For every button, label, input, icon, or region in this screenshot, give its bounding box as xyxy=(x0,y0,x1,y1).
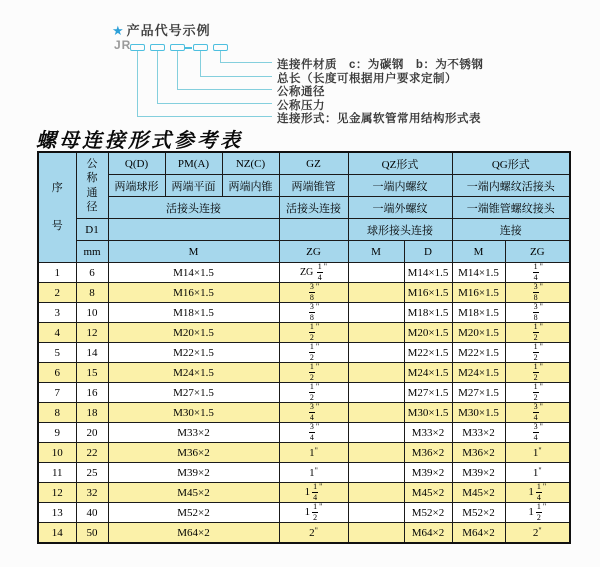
label-nominal-diameter: 公称通径 xyxy=(277,86,325,98)
cell-qg-zg: $\frac{3}{4}$ " xyxy=(505,423,570,443)
cell-qz-d: M45×2 xyxy=(404,483,452,503)
table-row xyxy=(38,283,570,303)
header-qg-taper-thread: 一端锥管螺纹接头 xyxy=(452,197,570,219)
code-slot-box xyxy=(170,44,185,51)
code-slot-box xyxy=(150,44,165,51)
header-unit-m: M xyxy=(108,241,279,263)
header-col-qd: Q(D) xyxy=(108,152,165,175)
cell-qz-d: M36×2 xyxy=(404,443,452,463)
table-row xyxy=(38,343,570,363)
table-row xyxy=(38,463,570,483)
table-row xyxy=(38,403,570,423)
header-nominal-diameter: 公称通径 xyxy=(76,152,108,219)
cell-qz-d: M39×2 xyxy=(404,463,452,483)
cell-qg-zg: 1 $\frac{1}{4}$ " xyxy=(505,483,570,503)
table-row xyxy=(38,423,570,443)
cell-dn: 40 xyxy=(76,503,108,523)
cell-qz-d: M33×2 xyxy=(404,423,452,443)
cell-qg-m: M22×1.5 xyxy=(452,343,505,363)
cell-qz-m xyxy=(348,283,404,303)
cell-seq: 9 xyxy=(38,423,76,443)
cell-m: M20×1.5 xyxy=(108,323,279,343)
cell-seq: 10 xyxy=(38,443,76,463)
cell-seq: 12 xyxy=(38,483,76,503)
cell-gz: $\frac{1}{2}$ " xyxy=(279,383,348,403)
label-connection-form: 连接形式：见金属软管常用结构形式表 xyxy=(277,113,481,125)
table-header xyxy=(38,152,570,263)
cell-gz: $\frac{3}{8}$ " xyxy=(279,303,348,323)
label-total-length: 总长（长度可根据用户要求定制） xyxy=(277,73,457,85)
cell-dn: 18 xyxy=(76,403,108,423)
cell-m: M36×2 xyxy=(108,443,279,463)
cell-qz-m xyxy=(348,443,404,463)
cell-m: M22×1.5 xyxy=(108,343,279,363)
table-body xyxy=(38,263,570,544)
cell-seq: 4 xyxy=(38,323,76,343)
cell-m: M64×2 xyxy=(108,523,279,544)
cell-qz-m xyxy=(348,403,404,423)
header-col-nzc: NZ(C) xyxy=(222,152,279,175)
cell-gz: $\frac{3}{8}$ " xyxy=(279,283,348,303)
label-connector-material: 连接件材质 c：为碳钢 b：为不锈钢 xyxy=(277,59,484,71)
header-col-gz: GZ xyxy=(279,152,348,175)
cell-dn: 25 xyxy=(76,463,108,483)
cell-m: M45×2 xyxy=(108,483,279,503)
cell-qg-m: M27×1.5 xyxy=(452,383,505,403)
cell-dn: 32 xyxy=(76,483,108,503)
cell-qz-d: M22×1.5 xyxy=(404,343,452,363)
cell-gz: $\frac{1}{2}$ " xyxy=(279,343,348,363)
cell-dn: 20 xyxy=(76,423,108,443)
cell-dn: 14 xyxy=(76,343,108,363)
cell-qg-zg: $\frac{1}{4}$ " xyxy=(505,263,570,283)
cell-m: M16×1.5 xyxy=(108,283,279,303)
cell-qz-m xyxy=(348,263,404,283)
cell-qg-m: M33×2 xyxy=(452,423,505,443)
header-qd-desc: 两端球形 xyxy=(108,175,165,197)
header-qg-desc: 一端内螺纹活接头 xyxy=(452,175,570,197)
cell-qg-zg: $\frac{1}{2}$ " xyxy=(505,343,570,363)
cell-m: M39×2 xyxy=(108,463,279,483)
product-code-heading xyxy=(112,20,211,39)
header-mm: mm xyxy=(76,241,108,263)
header-gz-union: 活接头连接 xyxy=(279,197,348,219)
cell-dn: 6 xyxy=(76,263,108,283)
cell-m: M33×2 xyxy=(108,423,279,443)
cell-qg-zg: $\frac{1}{2}$ " xyxy=(505,363,570,383)
table-row xyxy=(38,363,570,383)
cell-dn: 10 xyxy=(76,303,108,323)
header-d1: D1 xyxy=(76,219,108,241)
header-unit-qz-d: D xyxy=(404,241,452,263)
cell-qg-zg: $\frac{1}{2}$ " xyxy=(505,383,570,403)
header-union-connection: 活接头连接 xyxy=(108,197,279,219)
nut-connection-reference-table xyxy=(37,151,571,544)
connector-line xyxy=(220,51,221,62)
cell-qg-m: M18×1.5 xyxy=(452,303,505,323)
connector-line xyxy=(137,116,272,117)
cell-qg-zg: 1" xyxy=(505,463,570,483)
table-row xyxy=(38,323,570,343)
cell-qz-d: M52×2 xyxy=(404,503,452,523)
cell-seq: 3 xyxy=(38,303,76,323)
cell-qg-m: M64×2 xyxy=(452,523,505,544)
cell-seq: 6 xyxy=(38,363,76,383)
cell-qz-d: M20×1.5 xyxy=(404,323,452,343)
cell-m: M18×1.5 xyxy=(108,303,279,323)
cell-qz-m xyxy=(348,323,404,343)
header-pma-desc: 两端平面 xyxy=(165,175,222,197)
cell-qg-m: M36×2 xyxy=(452,443,505,463)
connector-line xyxy=(157,51,158,103)
cell-qz-d: M16×1.5 xyxy=(404,283,452,303)
cell-qg-m: M45×2 xyxy=(452,483,505,503)
table-row xyxy=(38,383,570,403)
header-qz-desc: 一端内螺纹 xyxy=(348,175,452,197)
cell-qz-m xyxy=(348,303,404,323)
cell-qg-m: M14×1.5 xyxy=(452,263,505,283)
table-title: 螺母连接形式参考表 xyxy=(36,130,243,152)
cell-seq: 8 xyxy=(38,403,76,423)
cell-qz-d: M27×1.5 xyxy=(404,383,452,403)
cell-qz-d: M24×1.5 xyxy=(404,363,452,383)
cell-qz-m xyxy=(348,363,404,383)
cell-gz: $\frac{1}{2}$ " xyxy=(279,323,348,343)
cell-m: M24×1.5 xyxy=(108,363,279,383)
cell-dn: 50 xyxy=(76,523,108,544)
cell-dn: 8 xyxy=(76,283,108,303)
cell-seq: 2 xyxy=(38,283,76,303)
cell-qg-m: M16×1.5 xyxy=(452,283,505,303)
header-unit-qg-zg: ZG xyxy=(505,241,570,263)
cell-seq: 14 xyxy=(38,523,76,544)
table-row xyxy=(38,483,570,503)
connector-line xyxy=(177,89,272,90)
cell-qg-zg: $\frac{3}{4}$ " xyxy=(505,403,570,423)
connector-line xyxy=(200,76,272,77)
connector-line xyxy=(177,51,178,89)
header-qz-external-thread: 一端外螺纹 xyxy=(348,197,452,219)
header-gz-desc: 两端锥管 xyxy=(279,175,348,197)
header-nzc-desc: 两端内锥 xyxy=(222,175,279,197)
code-slot-box xyxy=(193,44,208,51)
cell-m: M52×2 xyxy=(108,503,279,523)
cell-qg-zg: $\frac{3}{8}$ " xyxy=(505,303,570,323)
connector-line xyxy=(137,51,138,116)
product-code-prefix: JR xyxy=(114,38,132,52)
cell-m: M30×1.5 xyxy=(108,403,279,423)
connector-line xyxy=(200,51,201,76)
cell-qz-m xyxy=(348,463,404,483)
cell-gz: $\frac{3}{4}$ " xyxy=(279,403,348,423)
cell-qg-m: M24×1.5 xyxy=(452,363,505,383)
header-unit-qz-m: M xyxy=(348,241,404,263)
cell-qz-d: M18×1.5 xyxy=(404,303,452,323)
header-col-pma: PM(A) xyxy=(165,152,222,175)
code-slot-box xyxy=(213,44,228,51)
connector-line xyxy=(220,62,272,63)
cell-qz-m xyxy=(348,523,404,544)
cell-gz: ZG $\frac{1}{4}$ " xyxy=(279,263,348,283)
cell-dn: 16 xyxy=(76,383,108,403)
header-qg-connection: 连接 xyxy=(452,219,570,241)
cell-qg-zg: 1" xyxy=(505,443,570,463)
cell-qz-d: M64×2 xyxy=(404,523,452,544)
cell-seq: 5 xyxy=(38,343,76,363)
cell-qg-m: M20×1.5 xyxy=(452,323,505,343)
cell-dn: 12 xyxy=(76,323,108,343)
cell-qg-m: M52×2 xyxy=(452,503,505,523)
header-qz-ball-joint: 球形接头连接 xyxy=(348,219,452,241)
header-seq: 序号 xyxy=(38,152,76,263)
header-col-qg: QG形式 xyxy=(452,152,570,175)
cell-qg-m: M39×2 xyxy=(452,463,505,483)
label-nominal-pressure: 公称压力 xyxy=(277,100,325,112)
cell-gz: 1 $\frac{1}{2}$ " xyxy=(279,503,348,523)
cell-qg-zg: $\frac{1}{2}$ " xyxy=(505,323,570,343)
cell-qz-d: M30×1.5 xyxy=(404,403,452,423)
cell-dn: 15 xyxy=(76,363,108,383)
code-slot-box xyxy=(130,44,145,51)
cell-qg-zg: 1 $\frac{1}{2}$ " xyxy=(505,503,570,523)
cell-qz-d: M14×1.5 xyxy=(404,263,452,283)
star-icon: ★ xyxy=(112,23,125,38)
cell-seq: 7 xyxy=(38,383,76,403)
table-row xyxy=(38,523,570,544)
cell-qg-zg: $\frac{3}{8}$ " xyxy=(505,283,570,303)
cell-qz-m xyxy=(348,343,404,363)
header-col-qz: QZ形式 xyxy=(348,152,452,175)
header-empty-cell xyxy=(108,219,279,241)
table-row xyxy=(38,263,570,283)
connector-line xyxy=(157,103,272,104)
cell-gz: $\frac{1}{2}$ " xyxy=(279,363,348,383)
table-row xyxy=(38,303,570,323)
cell-seq: 13 xyxy=(38,503,76,523)
table-row xyxy=(38,503,570,523)
cell-gz: $\frac{3}{4}$ " xyxy=(279,423,348,443)
cell-qz-m xyxy=(348,423,404,443)
header-empty-cell xyxy=(279,219,348,241)
cell-qg-zg: 2" xyxy=(505,523,570,544)
code-dash xyxy=(185,47,192,49)
cell-qz-m xyxy=(348,503,404,523)
cell-seq: 11 xyxy=(38,463,76,483)
cell-gz: 2" xyxy=(279,523,348,544)
header-unit-zg: ZG xyxy=(279,241,348,263)
cell-m: M27×1.5 xyxy=(108,383,279,403)
cell-gz: 1 $\frac{1}{4}$ " xyxy=(279,483,348,503)
cell-gz: 1" xyxy=(279,463,348,483)
cell-dn: 22 xyxy=(76,443,108,463)
cell-qg-m: M30×1.5 xyxy=(452,403,505,423)
cell-m: M14×1.5 xyxy=(108,263,279,283)
cell-seq: 1 xyxy=(38,263,76,283)
product-code-heading-text: 产品代号示例 xyxy=(126,23,211,38)
cell-qz-m xyxy=(348,483,404,503)
cell-gz: 1" xyxy=(279,443,348,463)
header-unit-qg-m: M xyxy=(452,241,505,263)
cell-qz-m xyxy=(348,383,404,403)
table-row xyxy=(38,443,570,463)
